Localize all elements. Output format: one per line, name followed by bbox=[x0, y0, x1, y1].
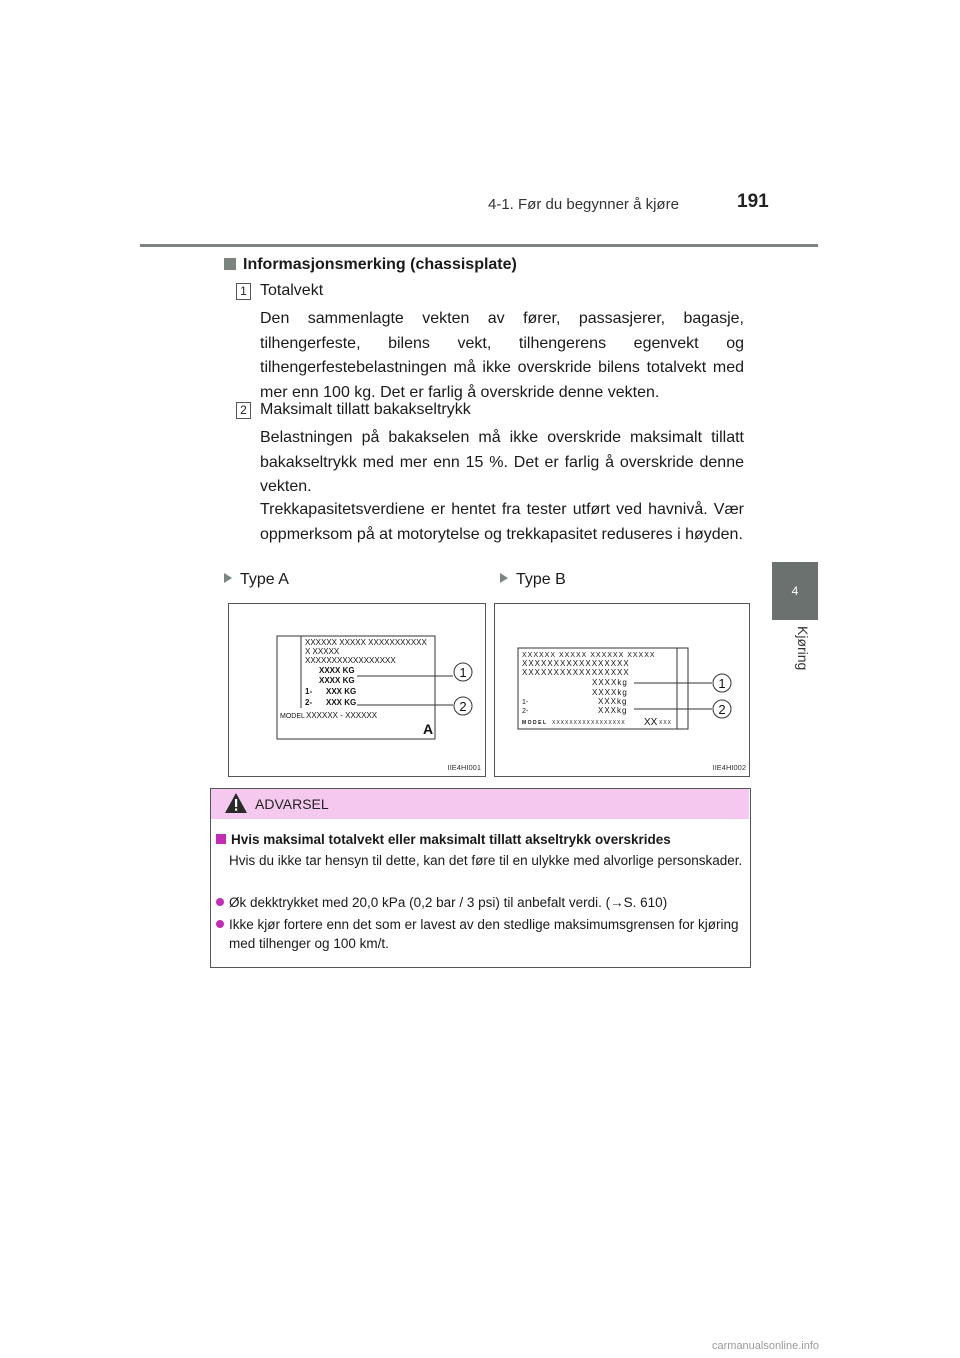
square-bullet-icon bbox=[216, 834, 226, 844]
plate-text: XXXXXX XXXXX XXXXXXXXXXX bbox=[305, 638, 427, 647]
warning-title: ADVARSEL bbox=[255, 796, 329, 812]
item-paragraph: Trekkapasitetsverdiene er hentet fra tester utført ved havnivå. Vær oppmerksom på at motorytelse og trekkapasitet reduseres i høyden. bbox=[260, 501, 744, 543]
chapter-tab: 4 bbox=[772, 562, 818, 620]
item-paragraph: Den sammenlagte vekten av fører, passasjerer, bagasje, tilhengerfeste, bilens vekt, tilhengerens egenvekt og tilhengerfestebelastningen må ikke overskride bilens totalvekt med mer enn 100 kg. Det er farlig å overskride denne vekten. bbox=[260, 310, 744, 401]
plate-text: XXXX KG bbox=[319, 666, 355, 675]
plate-text: XXXXXXXXXXXXXXXXX bbox=[552, 720, 626, 726]
plate-text: XXXXXXXXXXXXXXXXX bbox=[522, 659, 630, 668]
callout-number: 2 bbox=[459, 699, 467, 714]
plate-text: XXXXkg bbox=[592, 678, 628, 687]
figure-type-b bbox=[494, 604, 748, 774]
triangle-bullet-icon bbox=[500, 573, 508, 583]
bullet-dot-icon bbox=[216, 920, 224, 928]
callout-number: 1 bbox=[718, 676, 726, 691]
plate-text: X XXXXX bbox=[305, 647, 340, 656]
plate-text: 1- bbox=[522, 699, 529, 706]
warning-bullet: Ikke kjør fortere enn det som er lavest av den stedlige maksimumsgrensen for kjøring med tilhenger og 100 km/t. bbox=[216, 915, 756, 953]
chapter-label: Kjøring bbox=[795, 626, 811, 671]
plate-corner-letter: A bbox=[423, 721, 434, 737]
plate-text: XXXX KG bbox=[319, 676, 355, 685]
item-badge: 1 bbox=[236, 283, 251, 300]
figure-code: IIE4HI002 bbox=[712, 763, 746, 772]
plate-text: MODEL bbox=[522, 720, 548, 726]
callout-number: 1 bbox=[459, 665, 467, 680]
callout-number: 2 bbox=[718, 702, 726, 717]
warning-triangle-icon bbox=[224, 792, 248, 814]
footer-watermark: carmanualsonline.info bbox=[712, 1340, 820, 1352]
item-title: Maksimalt tillatt bakakseltrykk bbox=[260, 401, 471, 418]
plate-text: XXXXXXXXXXXXXXXXX bbox=[522, 668, 630, 677]
page-number: 191 bbox=[737, 191, 769, 212]
triangle-bullet-icon bbox=[224, 573, 232, 583]
item-title: Totalvekt bbox=[260, 282, 324, 299]
bullet-dot-icon bbox=[216, 898, 224, 906]
plate-text: XXXkg bbox=[598, 706, 628, 715]
plate-text: XXXXXX - XXXXXX bbox=[306, 711, 378, 720]
square-bullet-icon bbox=[224, 258, 236, 270]
plate-text: XXXXXX XXXXX XXXXXX XXXXX bbox=[522, 652, 656, 659]
figure-label-type-a: Type A bbox=[224, 571, 289, 589]
plate-text: XXX bbox=[659, 720, 673, 726]
figure-code: IIE4HI001 bbox=[447, 763, 481, 772]
section-heading: Informasjonsmerking (chassisplate) bbox=[224, 256, 517, 274]
warning-text: Hvis du ikke tar hensyn til dette, kan det føre til en ulykke med alvorlige personskader. bbox=[229, 853, 743, 868]
section-title: 4-1. Før du begynner å kjøre bbox=[488, 196, 679, 213]
plate-text: 2- bbox=[522, 708, 529, 715]
item-paragraph: Belastningen på bakakselen må ikke overskride maksimalt tillatt bakakseltrykk med mer enn 15 %. Det er farlig å overskride denne vekten. bbox=[260, 429, 744, 495]
plate-text: XXX KG bbox=[326, 698, 357, 707]
item-badge: 2 bbox=[236, 402, 251, 419]
plate-text: XXXXXXXXXXXXXXXXX bbox=[305, 656, 396, 665]
plate-text: XX bbox=[644, 717, 658, 728]
plate-text: XXX KG bbox=[326, 687, 357, 696]
warning-heading: Hvis maksimal totalvekt eller maksimalt tillatt akseltrykk overskrides bbox=[216, 832, 671, 847]
header-rule bbox=[140, 244, 818, 247]
plate-text: MODEL bbox=[280, 713, 305, 720]
warning-bullet: Øk dekktrykket med 20,0 kPa (0,2 bar / 3 psi) til anbefalt verdi. (→S. 610) bbox=[216, 893, 756, 912]
figure-type-a bbox=[229, 604, 484, 774]
figure-label-type-b: Type B bbox=[500, 571, 566, 589]
plate-text: 2- bbox=[305, 698, 313, 707]
plate-text: XXXXkg bbox=[592, 688, 628, 697]
plate-text: 1- bbox=[305, 687, 313, 696]
plate-text: XXXkg bbox=[598, 697, 628, 706]
